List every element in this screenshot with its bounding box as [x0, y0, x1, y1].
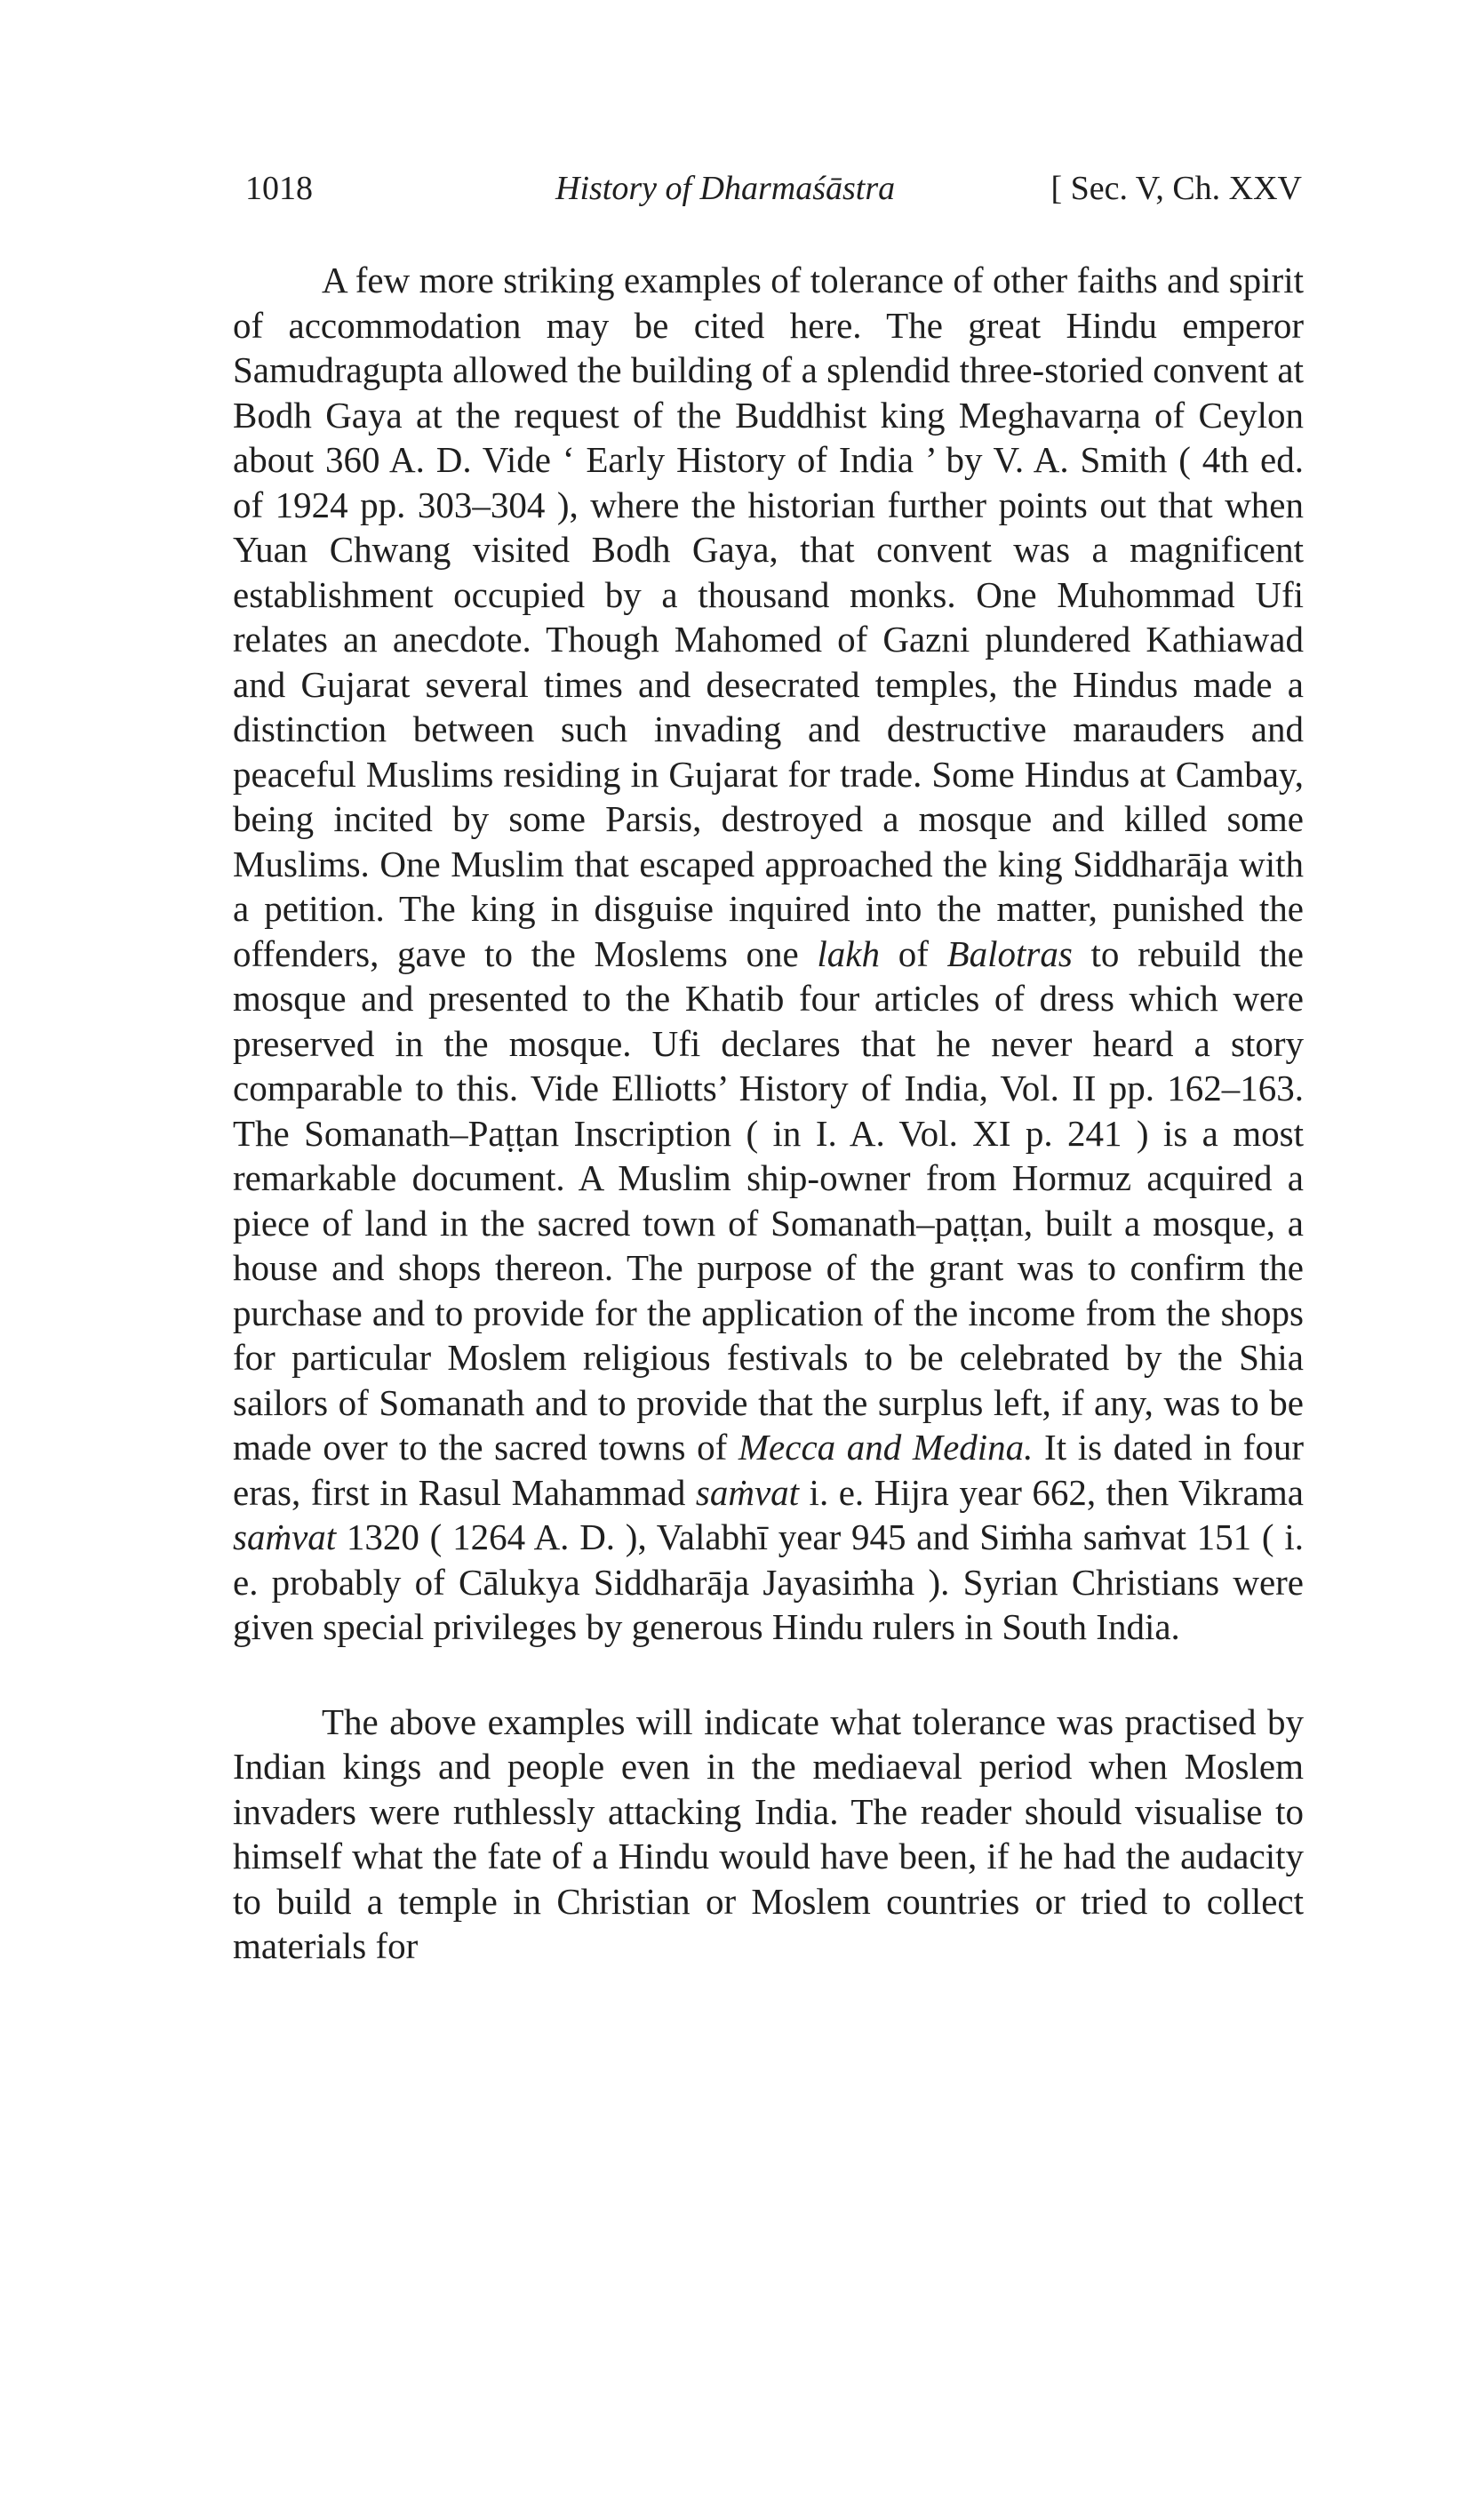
- italic-text-run: lakh: [817, 932, 880, 974]
- text-run: i. e. Hijra year 662, then Vikrama: [799, 1471, 1304, 1513]
- body-text: [233, 258, 1304, 1969]
- paragraph-mediaeval-tolerance: [233, 1700, 1304, 1969]
- italic-text-run: Mecca and Medina.: [738, 1427, 1034, 1468]
- running-head: [240, 169, 1302, 222]
- italic-text-run: Balotras: [946, 932, 1073, 974]
- text-run: of: [880, 932, 947, 974]
- paragraph-tolerance-examples: [233, 258, 1304, 1650]
- italic-text-run: saṁvat: [695, 1471, 800, 1513]
- text-run: It is dated in four eras, first in Rasul Mahammad: [233, 1427, 1304, 1513]
- text-run: to rebuild the mosque and presented to the Khatib four articles of dress which were preserved in the mosque. Ufi declares that he never heard a story comparable to this. Vide Elliotts’ History of India, Vol. II pp. 162–163. The Somanath–Paṭṭan Inscription ( in I. A. Vol. XI p. 241 ) is a most remarkable document. A Muslim ship-owner from Hormuz acquired a piece of land in the sacred town of Somanath–paṭṭan, built a mosque, a house and shops thereon. The purpose of the grant was to confirm the purchase and to provide for the application of the income from the shops for particular Moslem religious festivals to be celebrated by the Shia sailors of Somanath and to provide that the surplus left, if any, was to be made over to the sacred towns of: [233, 932, 1304, 1468]
- text-run: A few more striking examples of tolerance of other faiths and spirit of accommodation may be cited here. The great Hindu emperor Samudragupta allowed the building of a splendid three-storied convent at Bodh Gaya at the request of the Buddhist king Meghavarṇa of Ceylon about 360 A. D. Vide ‘ Early History of India ’ by V. A. Smith ( 4th ed. of 1924 pp. 303–304 ), where the historian further points out that when Yuan Chwang visited Bodh Gaya, that convent was a magnificent establishment occupied by a thousand monks. One Muhommad Ufi relates an anecdote. Though Mahomed of Gazni plundered Kathiawad and Gujarat several times and desecrated temples, the Hindus made a distinction between such invading and destructive marauders and peaceful Muslims residing in Gujarat for trade. Some Hindus at Cambay, being incited by some Parsis, destroyed a mosque and killed some Muslims. One Muslim that escaped approached the king Siddharāja with a petition. The king in disguise inquired into the matter, punished the offenders, gave to the Moslems one: [233, 260, 1304, 974]
- text-run: The above examples will indicate what tolerance was practised by Indian kings and people even in the mediaeval period when Moslem invaders were ruthlessly attacking India. The reader should visualise to himself what the fate of a Hindu would have been, if he had the audacity to build a temple in Christian or Moslem countries or tried to collect materials for: [233, 1700, 1304, 1966]
- text-run: 1320 ( 1264 A. D. ), Valabhī year 945 and Siṁha saṁvat 151 ( i. e. probably of Cālukya Siddharāja Jayasiṁha ). Syrian Christians were given special privileges by generous Hindu rulers in South India.: [233, 1516, 1304, 1647]
- book-title: History of Dharmaśāstra: [555, 170, 896, 207]
- italic-text-run: saṁvat: [233, 1516, 337, 1557]
- page-number: 1018: [245, 170, 313, 207]
- section-reference: [ Sec. V, Ch. XXV: [1050, 170, 1302, 207]
